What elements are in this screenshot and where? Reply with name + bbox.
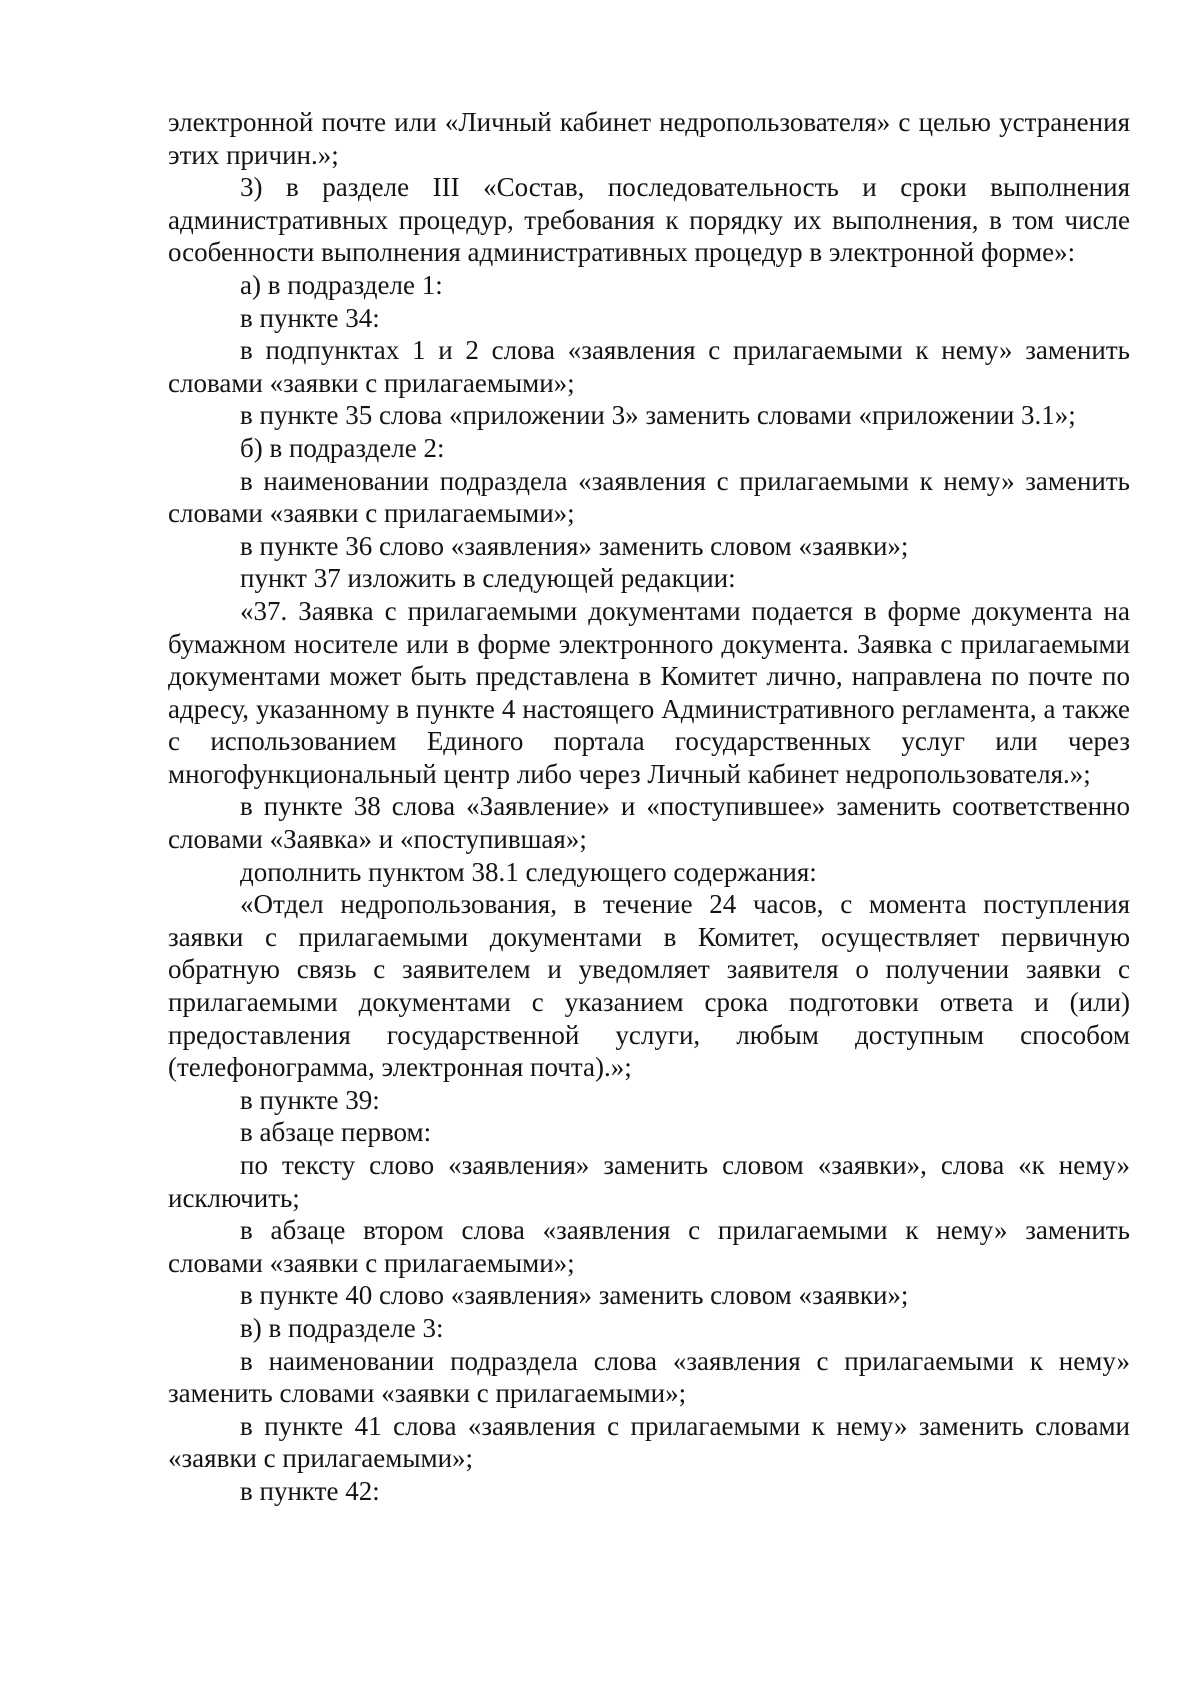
paragraph: в пункте 34:: [240, 302, 380, 333]
paragraph: в пункте 36 слово «заявления» заменить словом «заявки»;: [240, 530, 909, 561]
paragraph: в абзаце первом:: [240, 1117, 432, 1148]
paragraph: в пункте 42:: [240, 1475, 380, 1506]
paragraph: в пункте 41 слова «заявления с прилагаемыми к нему» заменить словами «заявки с прилагаемыми»;: [168, 1410, 1130, 1474]
paragraph: в пункте 40 слово «заявления» заменить словом «заявки»;: [240, 1280, 909, 1311]
paragraph: «Отдел недропользования, в течение 24 часов, с момента поступления заявки с прилагаемыми документами в Комитет, осуществляет первичную обратную связь с заявителем и уведомляет заявителя о получении заявки с прилагаемыми документами с указанием срока подготовки ответа и (или) предоставления государственной услуги, любым доступным способом (телефонограмма, электронная почта).»;: [168, 889, 1130, 1083]
paragraph: дополнить пунктом 38.1 следующего содержания:: [240, 856, 817, 887]
paragraph: пункт 37 изложить в следующей редакции:: [240, 563, 736, 594]
paragraph: в) в подразделе 3:: [240, 1312, 444, 1343]
paragraph: в наименовании подраздела слова «заявления с прилагаемыми к нему» заменить словами «заявки с прилагаемыми»;: [168, 1345, 1130, 1409]
paragraph: по тексту слово «заявления» заменить словом «заявки», слова «к нему» исключить;: [168, 1150, 1130, 1213]
paragraph: в абзаце втором слова «заявления с прилагаемыми к нему» заменить словами «заявки с прилагаемыми»;: [168, 1215, 1130, 1278]
document-page: [168, 106, 1130, 1508]
paragraph: 3) в разделе III «Состав, последовательность и сроки выполнения административных процедур, требования к порядку их выполнения, в том числе особенности выполнения административных процедур в электронной форме»:: [168, 172, 1130, 268]
paragraph: электронной почте или «Личный кабинет недропользователя» с целью устранения этих причин.»;: [168, 107, 1130, 170]
paragraph: а) в подразделе 1:: [240, 269, 443, 300]
paragraph: «37. Заявка с прилагаемыми документами подается в форме документа на бумажном носителе или в форме электронного документа. Заявка с прилагаемыми документами может быть представлена в Комитет лично, направлена по почте по адресу, указанному в пункте 4 настоящего Административного регламента, а также с использованием Единого портала государственных услуг или через многофункциональный центр либо через Личный кабинет недропользователя.»;: [168, 595, 1130, 789]
paragraph: в подпунктах 1 и 2 слова «заявления с прилагаемыми к нему» заменить словами «заявки с прилагаемыми»;: [168, 335, 1130, 398]
paragraph: в наименовании подраздела «заявления с прилагаемыми к нему» заменить словами «заявки с прилагаемыми»;: [168, 465, 1130, 529]
paragraph: в пункте 39:: [240, 1084, 380, 1115]
paragraph: в пункте 38 слова «Заявление» и «поступившее» заменить соответственно словами «Заявка» и «поступившая»;: [168, 791, 1130, 855]
paragraph: в пункте 35 слова «приложении 3» заменить словами «приложении 3.1»;: [240, 400, 1076, 431]
paragraph: б) в подразделе 2:: [240, 432, 445, 463]
